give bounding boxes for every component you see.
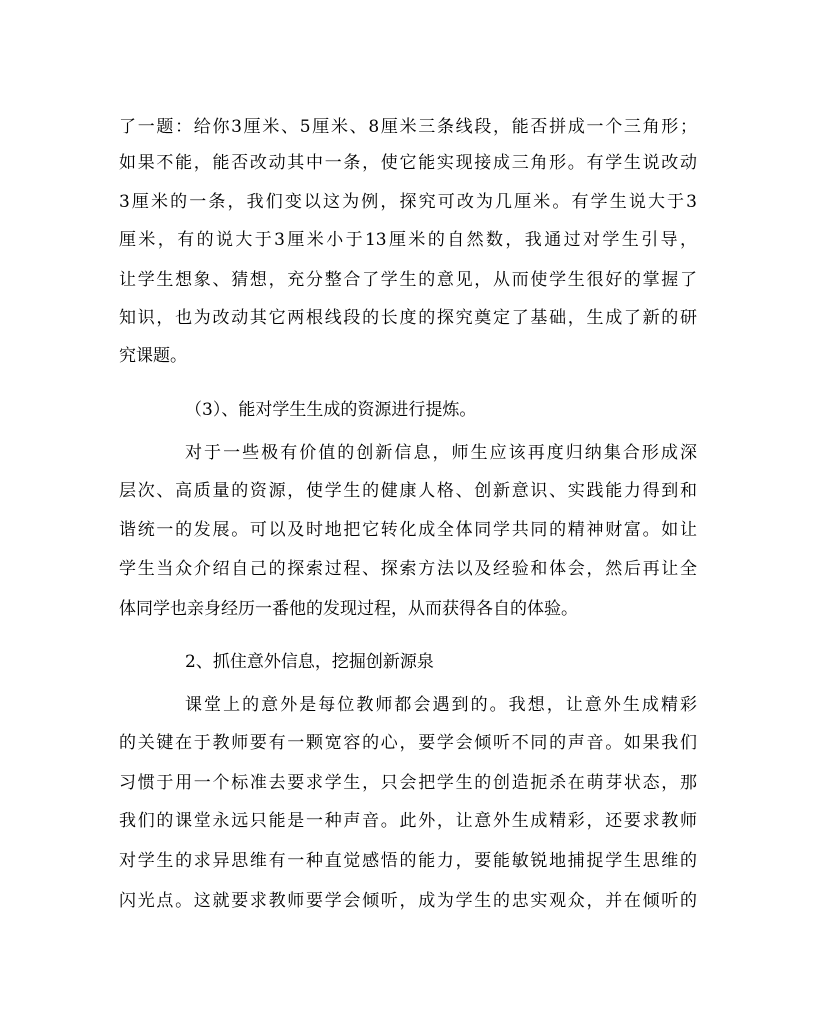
paragraph-line: 课堂上的意外是每位教师都会遇到的。我想，让意外生成精彩 <box>185 695 697 715</box>
subheading: （3）、能对学生生成的资源进行提炼。 <box>185 400 477 420</box>
paragraph-line: 厘米，有的说大于3厘米小于13厘米的自然数，我通过对学生引导， <box>119 230 697 250</box>
paragraph-line: 学生当众介绍自己的探索过程、探索方法以及经验和体会，然后再让全 <box>119 559 697 579</box>
paragraph-line: 层次、高质量的资源，使学生的健康人格、创新意识、实践能力得到和 <box>119 481 697 501</box>
paragraph-line: 体同学也亲身经历一番他的发现过程，从而获得各自的体验。 <box>119 599 578 619</box>
paragraph-line: 谐统一的发展。可以及时地把它转化成全体同学共同的精神财富。如让 <box>119 520 697 540</box>
paragraph-line: 了一题：给你3厘米、5厘米、8厘米三条线段，能否拼成一个三角形； <box>119 117 697 137</box>
paragraph-line: 让学生想象、猜想，充分整合了学生的意见，从而使学生很好的掌握了 <box>119 270 697 290</box>
paragraph-line: 如果不能，能否改动其中一条，使它能实现接成三角形。有学生说改动 <box>119 153 697 173</box>
paragraph-line: 习惯于用一个标准去要求学生，只会把学生的创造扼杀在萌芽状态，那 <box>119 773 697 793</box>
paragraph-line: 究课题。 <box>119 346 187 366</box>
paragraph-line: 对于一些极有价值的创新信息，师生应该再度归纳集合形成深 <box>185 443 697 463</box>
paragraph-line: 我们的课堂永远只能是一种声音。此外，让意外生成精彩，还要求教师 <box>119 811 697 831</box>
section-heading: 2、抓住意外信息，挖掘创新源泉 <box>185 652 434 672</box>
paragraph-line: 的关键在于教师要有一颗宽容的心，要学会倾听不同的声音。如果我们 <box>119 733 697 753</box>
paragraph-line: 3厘米的一条，我们变以这为例，探究可改为几厘米。有学生说大于3 <box>119 192 697 212</box>
paragraph-line: 知识，也为改动其它两根线段的长度的探究奠定了基础，生成了新的研 <box>119 308 697 328</box>
paragraph-line: 闪光点。这就要求教师要学会倾听，成为学生的忠实观众，并在倾听的 <box>119 891 697 911</box>
paragraph-line: 对学生的求异思维有一种直觉感悟的能力，要能敏锐地捕捉学生思维的 <box>119 851 697 871</box>
